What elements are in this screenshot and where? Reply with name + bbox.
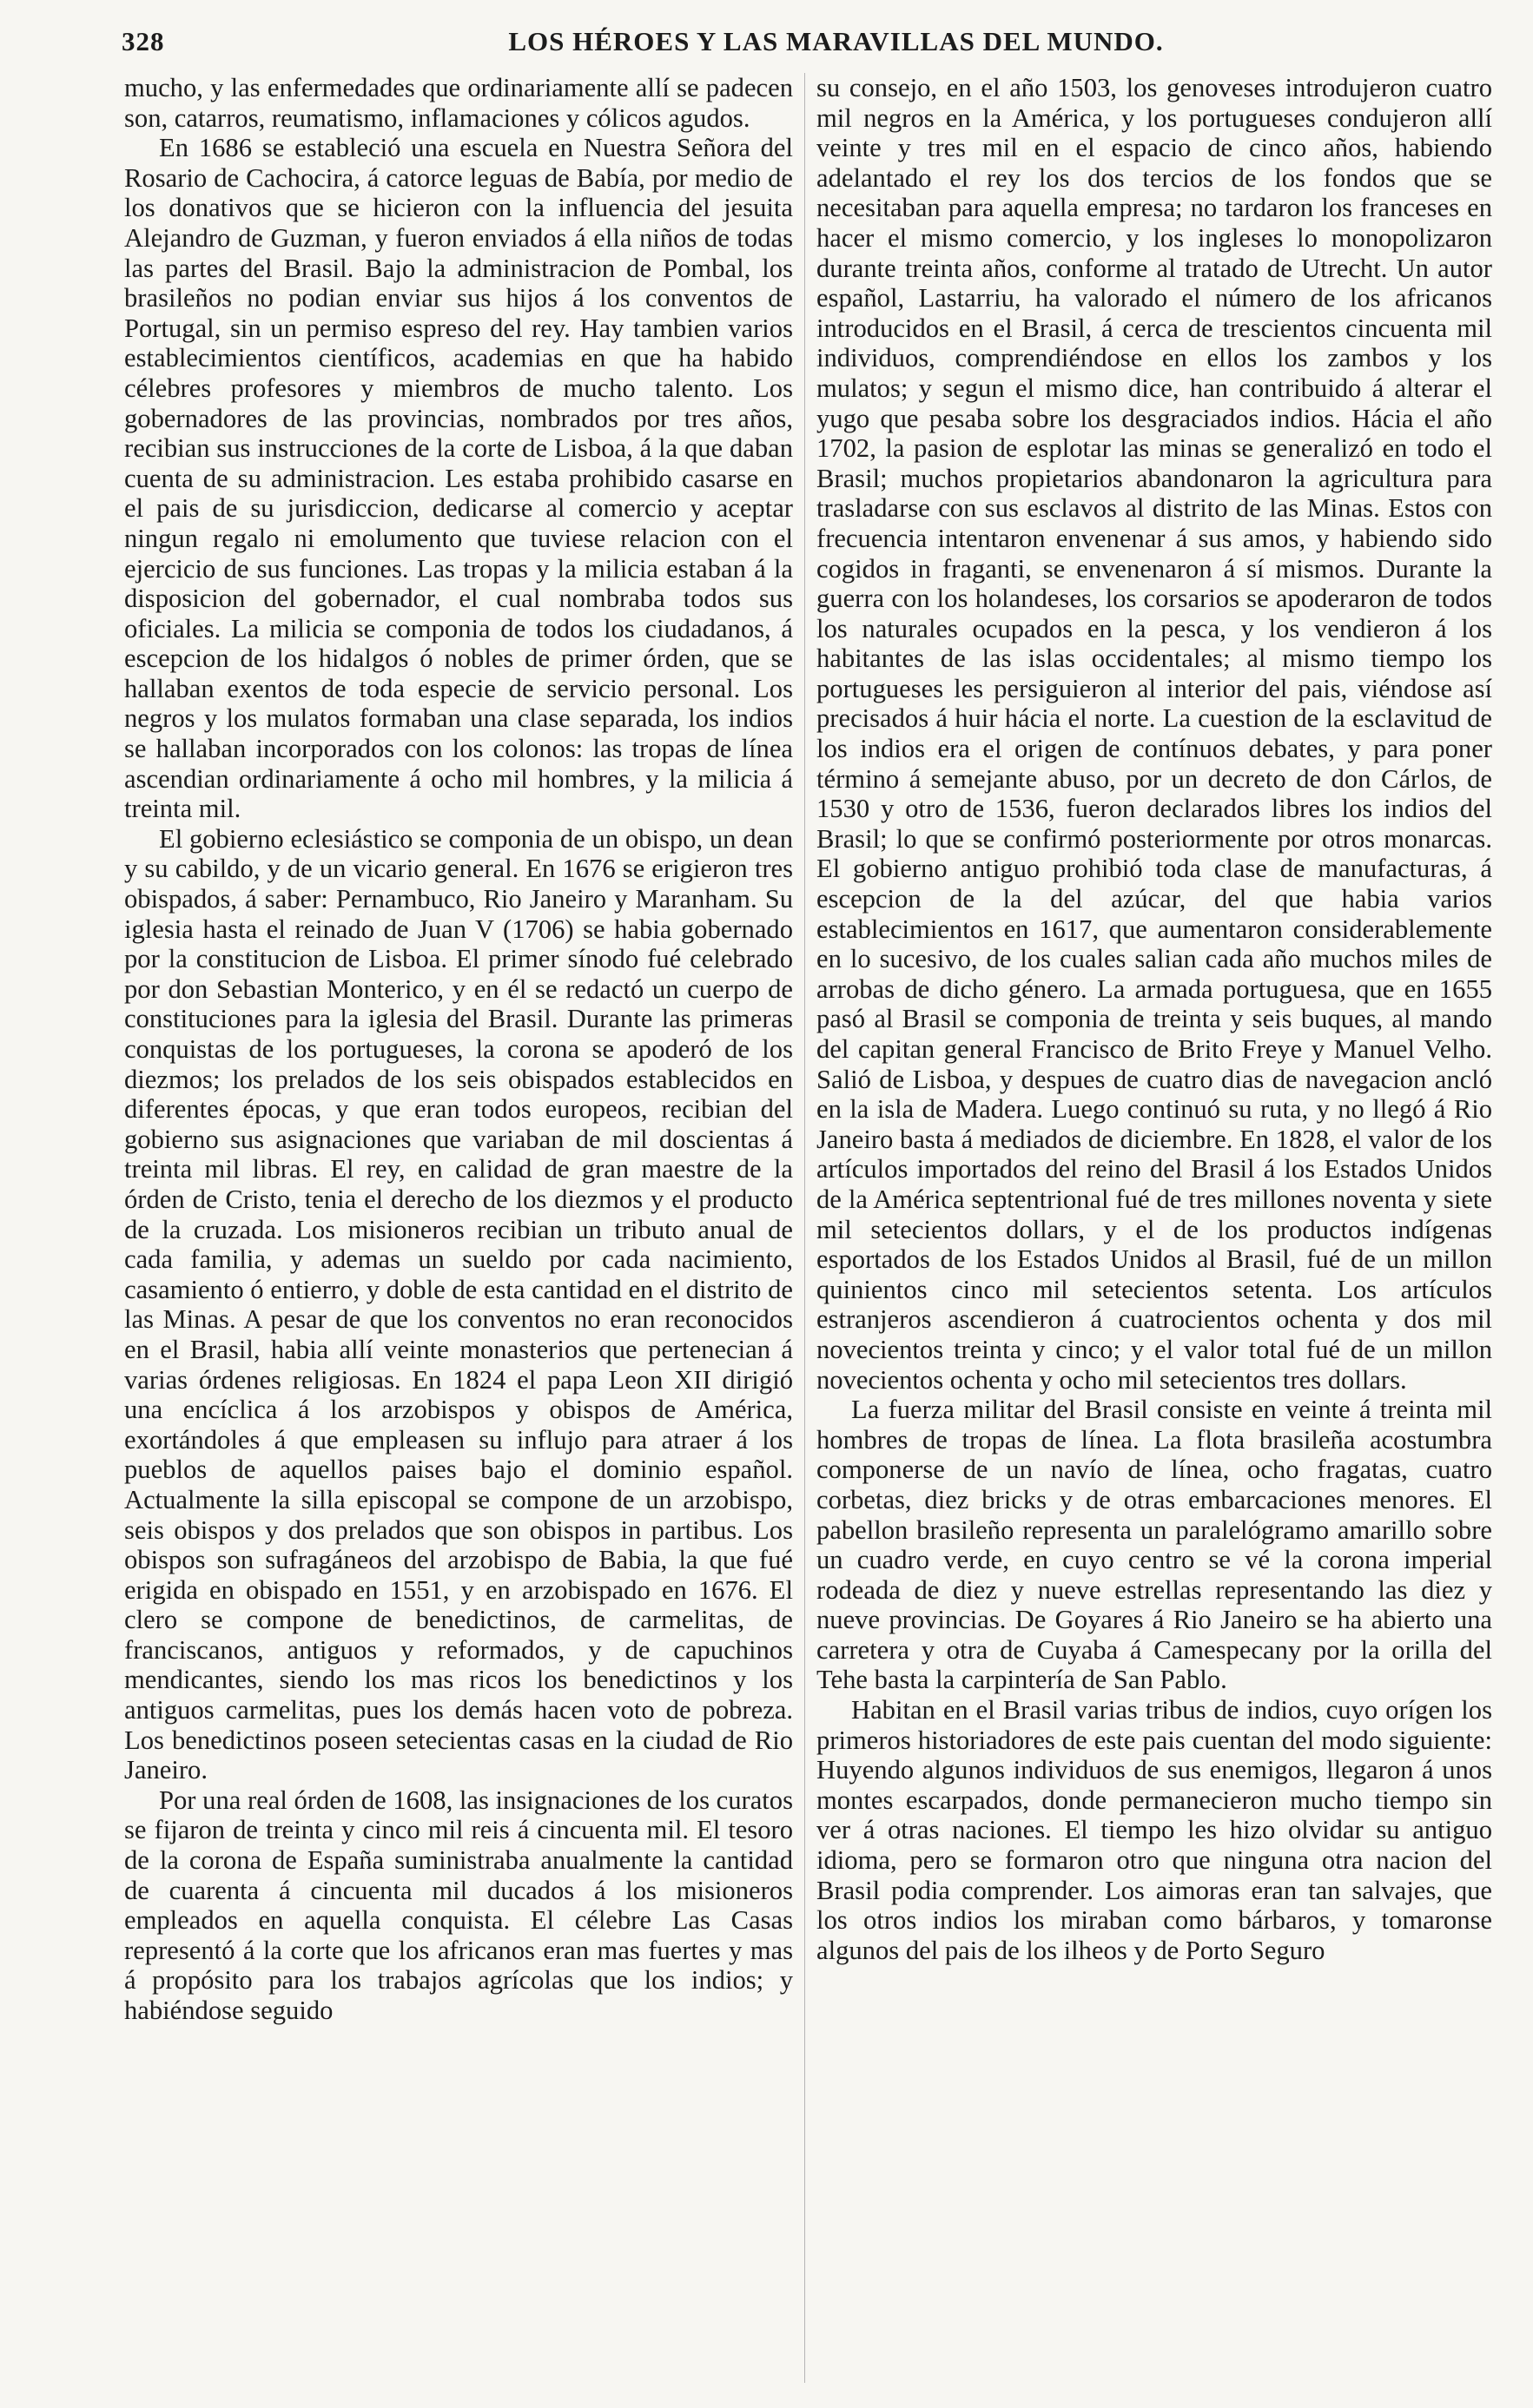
left-column	[124, 73, 793, 2026]
column-divider	[804, 73, 805, 2383]
left-paragraph-3: El gobierno eclesiástico se componia de un obispo, un dean y su cabildo, y de un vicario general. En 1676 se erigieron tres obispados, á saber: Pernambuco, Rio Janeiro y Maranham. Su iglesia hasta el reinado de Juan V (1706) se habia gobernado por la constitucion de Lisboa. El primer sínodo fué celebrado por don Sebastian Monterico, y en él se redactó un cuerpo de constituciones para la iglesia del Brasil. Durante las primeras conquistas de los portugueses, la corona se apoderó de los diezmos; los prelados de los seis obispados establecidos en diferentes épocas, y que eran todos europeos, recibian del gobierno sus asignaciones que variaban de mil doscientas á treinta mil libras. El rey, en calidad de gran maestre de la órden de Cristo, tenia el derecho de los diezmos y el producto de la cruzada. Los misioneros recibian un tributo anual de cada familia, y ademas un sueldo por cada nacimiento, casamiento ó entierro, y doble de esta cantidad en el distrito de las Minas. A pesar de que los conventos no eran reconocidos en el Brasil, habia allí veinte monasterios que pertenecian á varias órdenes religiosas. En 1824 el papa Leon XII dirigió una encíclica á los arzobispos y obispos de América, exortándoles á que empleasen su influjo para atraer á los pueblos de aquellos paises bajo el dominio español. Actualmente la silla episcopal se compone de un arzobispo, seis obispos y dos prelados que son obispos in partibus. Los obispos son sufragáneos del arzobispo de Babia, la que fué erigida en obispado en 1551, y en arzobispado en 1676. El clero se compone de benedictinos, de carmelitas, de franciscanos, antiguos y reformados, y de capuchinos mendicantes, siendo los mas ricos los benedictinos y los antiguos carmelitas, pues los demás hacen voto de pobreza. Los benedictinos poseen setecientas casas en la ciudad de Rio Janeiro.	[124, 823, 793, 1785]
page-header	[122, 21, 1498, 64]
right-paragraph-1: su consejo, en el año 1503, los genoveses introdujeron cuatro mil negros en la América, y los portugueses condujeron allí veinte y tres mil en el espacio de cinco años, habiendo adelantado el rey los dos tercios de los fondos que se necesitaban para aquella empresa; no tardaron los franceses en hacer el mismo comercio, y los ingleses lo monopolizaron durante treinta años, conforme al tratado de Utrecht. Un autor español, Lastarriu, ha valorado el número de los africanos introducidos en el Brasil, á cerca de trescientos cincuenta mil individuos, comprendiéndose en ellos los zambos y los mulatos; y segun el mismo dice, han contribuido á alterar el yugo que pesaba sobre los desgraciados indios. Hácia el año 1702, la pasion de esplotar las minas se generalizó en todo el Brasil; muchos propietarios abandonaron la agricultura para trasladarse con sus esclavos al distrito de las Minas. Estos con frecuencia intentaron envenenar á sus amos, y habiendo sido cogidos in fraganti, se envenenaron á sí mismos. Durante la guerra con los holandeses, los corsarios se apoderaron de todos los naturales ocupados en la pesca, y los vendieron á los habitantes de las islas occidentales; al mismo tiempo los portugueses les persiguieron al interior del pais, viéndose así precisados á huir hácia el norte. La cuestion de la esclavitud de los indios era el origen de contínuos debates, y para poner término á semejante abuso, por un decreto de don Cárlos, de 1530 y otro de 1536, fueron declarados libres los indios del Brasil; lo que se confirmó posteriormente por otros monarcas. El gobierno antiguo prohibió toda clase de manufacturas, á escepcion de la del azúcar, del que habia varios establecimientos en 1617, que aumentaron considerablemente en lo sucesivo, de los cuales salian cada año muchos miles de arrobas de dicho género. La armada portuguesa, que en 1655 pasó al Brasil se componia de treinta y seis buques, al mando del capitan general Francisco de Brito Freye y Manuel Velho. Salió de Lisboa, y despues de cuatro dias de navegacion ancló en la isla de Madera. Luego continuó su ruta, y no llegó á Rio Janeiro basta á mediados de diciembre. En 1828, el valor de los artículos importados del reino del Brasil á los Estados Unidos de la América septentrional fué de tres millones noventa y siete mil setecientos dollars, y el de los productos indígenas esportados de los Estados Unidos al Brasil, fué de un millon quinientos cinco mil setecientos setenta. Los artículos estranjeros ascendieron á cuatrocientos ochenta y dos mil novecientos treinta y cinco; y el valor total fué de un millon novecientos ochenta y ocho mil setecientos tres dollars.	[816, 73, 1492, 1395]
left-paragraph-4: Por una real órden de 1608, las insignaciones de los curatos se fijaron de treinta y cinco mil reis á cincuenta mil. El tesoro de la corona de España suministraba anualmente la cantidad de cuarenta á cincuenta mil ducados á los misioneros empleados en aquella conquista. El célebre Las Casas representó á la corte que los africanos eran mas fuertes y mas á propósito para los trabajos agrícolas que los indios; y habiéndose seguido	[124, 1785, 793, 2025]
page-number: 328	[122, 26, 165, 56]
left-paragraph-2: En 1686 se estableció una escuela en Nuestra Señora del Rosario de Cachocira, á catorce leguas de Babía, por medio de los donativos que se hicieron con la influencia del jesuita Alejandro de Guzman, y fueron enviados á ella niños de todas las partes del Brasil. Bajo la administracion de Pombal, los brasileños no podian enviar sus hijos á los conventos de Portugal, sin un permiso espreso del rey. Hay tambien varios establecimientos científicos, academias en que ha habido célebres profesores y miembros de mucho talento. Los gobernadores de las provincias, nombrados por tres años, recibian sus instrucciones de la corte de Lisboa, á la que daban cuenta de su administracion. Les estaba prohibido casarse en el pais de su jurisdiccion, dedicarse al comercio y aceptar ningun regalo ni emolumento que tuviese relacion con el ejercicio de sus funciones. Las tropas y la milicia estaban á la disposicion del gobernador, el cual nombraba todos sus oficiales. La milicia se componia de todos los ciudadanos, á escepcion de los hidalgos ó nobles de primer órden, que se hallaban exentos de toda especie de servicio personal. Los negros y los mulatos formaban una clase separada, los indios se hallaban incorporados con los colonos: las tropas de línea ascendian ordinariamente á ocho mil hombres, y la milicia á treinta mil.	[124, 133, 793, 824]
right-paragraph-3: Habitan en el Brasil varias tribus de indios, cuyo orígen los primeros historiadores de este pais cuentan del modo siguiente: Huyendo algunos individuos de sus enemigos, llegaron á unos montes escarpados, donde permanecieron mucho tiempo sin ver á otras naciones. El tiempo les hizo olvidar su antiguo idioma, pero se formaron otro que ninguna otra nacion del Brasil podia comprender. Los aimoras eran tan salvajes, que los otros indios los miraban como bárbaros, y tomaronse algunos del pais de los ilheos y de Porto Seguro	[816, 1695, 1492, 1965]
right-paragraph-2: La fuerza militar del Brasil consiste en veinte á treinta mil hombres de tropas de línea. La flota brasileña acostumbra componerse de un navío de línea, ocho fragatas, cuatro corbetas, diez bricks y de otras embarcaciones menores. El pabellon brasileño representa un paralelógramo amarillo sobre un cuadro verde, en cuyo centro se vé la corona imperial rodeada de diez y nueve estrellas representando las diez y nueve provincias. De Goyares á Rio Janeiro se ha abierto una carretera y otra de Cuyaba á Camespecany por la orilla del Tehe basta la carpintería de San Pablo.	[816, 1395, 1492, 1695]
left-paragraph-1: mucho, y las enfermedades que ordinariamente allí se padecen son, catarros, reumatismo, inflamaciones y cólicos agudos.	[124, 73, 793, 133]
right-column	[816, 73, 1492, 1965]
running-title: LOS HÉROES Y LAS MARAVILLAS DEL MUNDO.	[508, 26, 1164, 56]
